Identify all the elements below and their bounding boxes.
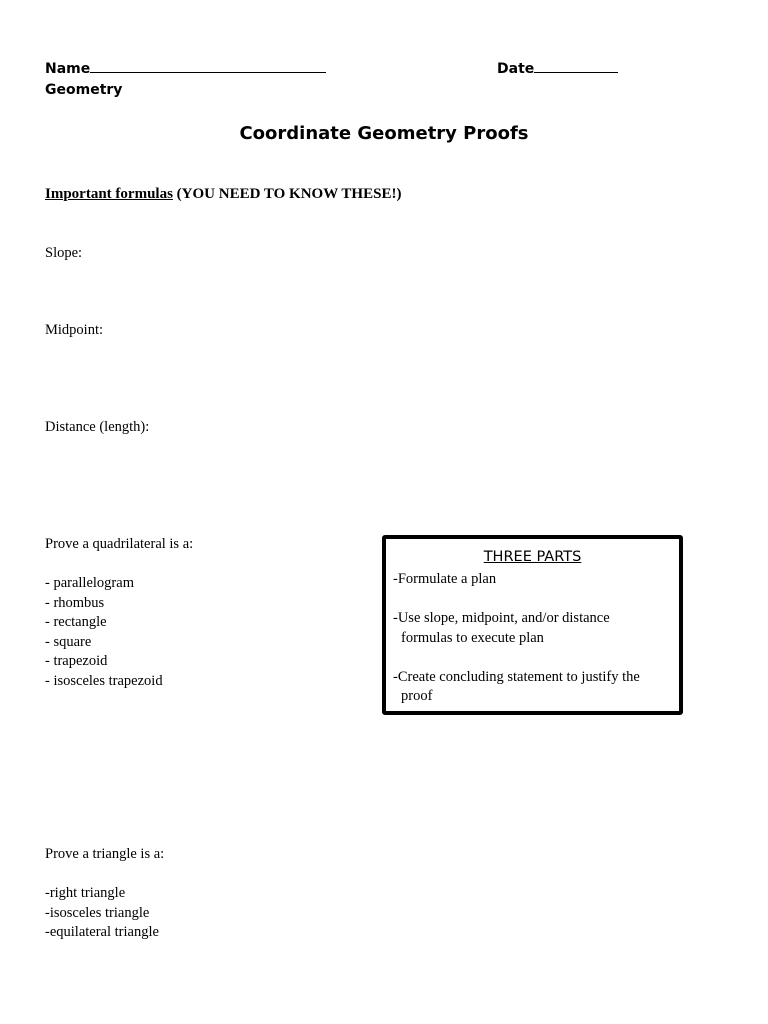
list-item: - square (45, 633, 92, 650)
step-item (393, 668, 675, 707)
slope-label: Slope: (45, 245, 83, 261)
list-item: - rhombus (45, 594, 105, 611)
step-line: -Use slope, midpoint, and/or distance (393, 610, 610, 626)
formulas-note: (YOU NEED TO KNOW THESE!) (176, 186, 402, 202)
formulas-heading (45, 186, 401, 203)
date-label: Date (497, 61, 535, 77)
name-field[interactable] (45, 61, 326, 77)
list-item: - trapezoid (45, 653, 108, 669)
list-item: - rectangle (45, 614, 107, 630)
quadrilateral-prompt: Prove a quadrilateral is a: (45, 536, 194, 552)
list-item: - isosceles trapezoid (45, 672, 163, 689)
three-parts-title: THREE PARTS (483, 549, 582, 565)
distance-label: Distance (length): (45, 419, 150, 435)
step-line-continued: proof (401, 688, 433, 704)
step-item (393, 609, 675, 648)
date-field[interactable] (497, 61, 618, 77)
name-blank[interactable] (90, 61, 326, 73)
date-blank[interactable] (534, 61, 618, 73)
step-line: -Create concluding statement to justify the (393, 668, 640, 685)
step-line: -Formulate a plan (393, 571, 497, 587)
formulas-heading-label: Important formulas (45, 186, 173, 202)
list-item: - parallelogram (45, 575, 134, 591)
triangle-prompt: Prove a triangle is a: (45, 846, 165, 862)
name-label: Name (45, 61, 91, 77)
subject-label: Geometry (45, 82, 123, 98)
page-title: Coordinate Geometry Proofs (239, 123, 529, 144)
quadrilateral-list (45, 574, 163, 691)
step-item (393, 570, 675, 590)
step-line-continued: formulas to execute plan (401, 629, 544, 646)
list-item: -isosceles triangle (45, 904, 150, 921)
three-parts-steps (393, 570, 675, 707)
triangle-list (45, 884, 159, 943)
midpoint-label: Midpoint: (45, 322, 104, 338)
list-item: -equilateral triangle (45, 924, 159, 940)
three-parts-box (382, 535, 683, 715)
list-item: -right triangle (45, 885, 126, 901)
